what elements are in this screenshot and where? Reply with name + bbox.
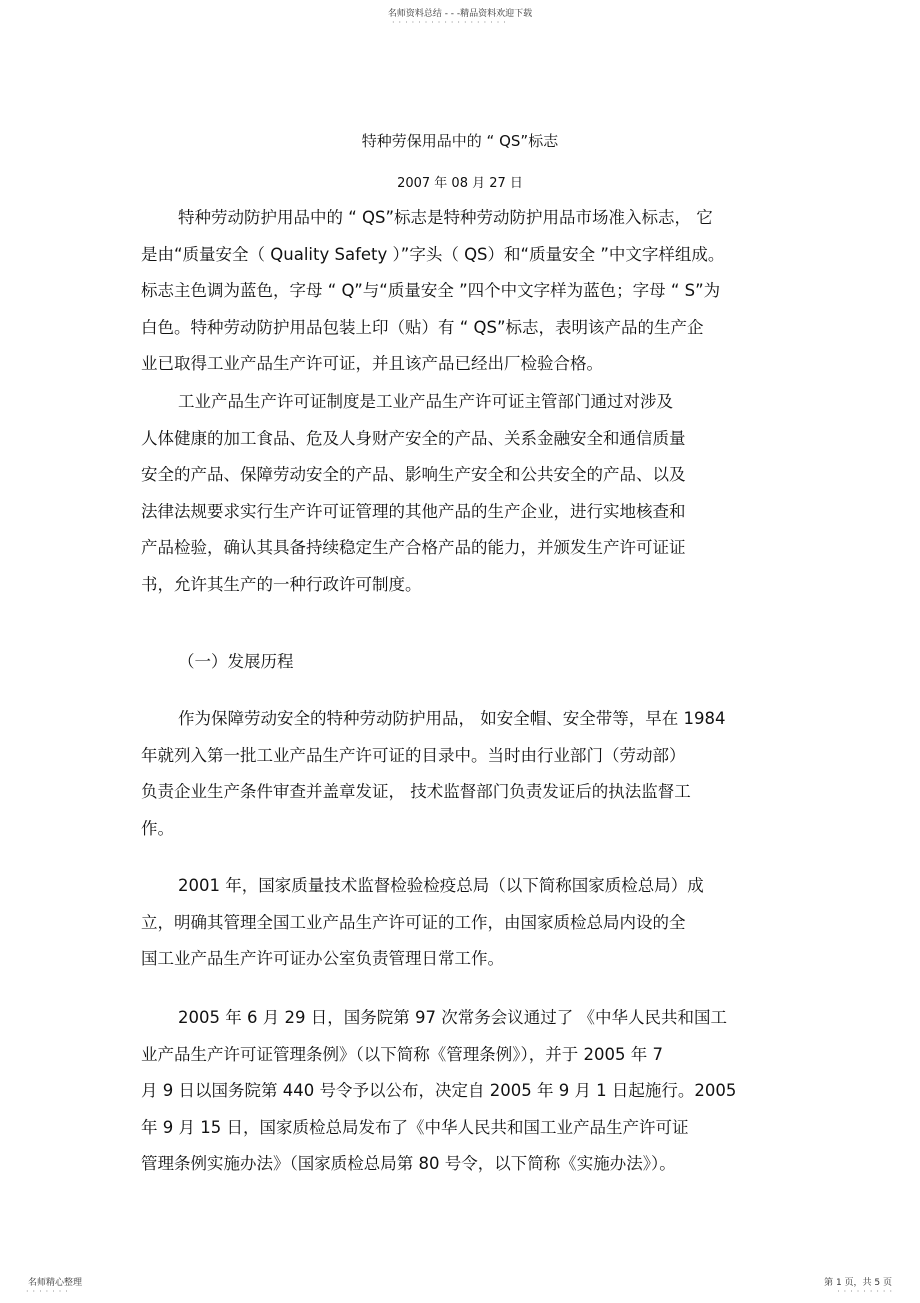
text-line: 人体健康的加工食品、危及人身财产安全的产品、关系金融安全和通信质量 [141, 428, 686, 448]
text-line: 产品检验，确认其具备持续稳定生产合格产品的能力，并颁发生产许可证证 [141, 538, 686, 558]
header-divider: ·················· [392, 18, 510, 27]
footer-left: 名师精心整理 [28, 1278, 83, 1288]
text-line: 是由“质量安全（ Quality Safety ）”字头（ QS）和“质量安全 ”中文字样组成。 [141, 244, 725, 264]
text-line: 书，允许其生产的一种行政许可制度。 [141, 574, 422, 594]
text-line: 管理条例实施办法》（国家质检总局第 80 号令，以下简称《实施办法》）。 [141, 1154, 676, 1174]
text-line: 法律法规要求实行生产许可证管理的其他产品的生产企业，进行实地核查和 [141, 501, 686, 521]
text-line: 2001 年，国家质量技术监督检验检疫总局（以下简称国家质检总局）成 [178, 876, 704, 895]
text-line: 年 9 月 15 日，国家质检总局发布了《中华人民共和国工业产品生产许可证 [141, 1117, 689, 1137]
paragraph [141, 1000, 761, 1183]
text-line: （一）发展历程 [178, 652, 294, 671]
paragraph [141, 701, 761, 847]
text-line: 月 9 日以国务院第 440 号令予以公布，决定自 2005 年 9 月 1 日起施行。2005 [141, 1081, 737, 1101]
text-line: 工业产品生产许可证制度是工业产品生产许可证主管部门通过对涉及 [178, 392, 673, 411]
section-heading [141, 644, 761, 681]
page-header: 名师资料总结 - - -精品资料欢迎下载 [387, 9, 533, 19]
text-line: 标志主色调为蓝色，字母 “ Q”与“质量安全 ”四个中文字样为蓝色；字母 “ S”为 [141, 281, 721, 301]
paragraph [141, 200, 761, 383]
text-line: 作。 [141, 818, 174, 838]
document-title: 特种劳保用品中的 “ QS”标志 [361, 132, 559, 150]
text-line: 2005 年 6 月 29 日，国务院第 97 次常务会议通过了 《中华人民共和国工 [178, 1008, 727, 1027]
text-line: 特种劳动防护用品中的 “ QS”标志是特种劳动防护用品市场准入标志， 它 [178, 208, 713, 227]
text-line: 负责企业生产条件审查并盖章发证， 技术监督部门负责发证后的执法监督工 [141, 782, 691, 802]
text-line: 作为保障劳动安全的特种劳动防护用品， 如安全帽、安全带等，早在 1984 [178, 709, 726, 728]
paragraph [141, 384, 761, 604]
footer-right-divider: ········· [837, 1287, 896, 1296]
text-line: 业产品生产许可证管理条例》（以下简称《管理条例》），并于 2005 年 7 [141, 1044, 663, 1064]
text-line: 国工业产品生产许可证办公室负责管理日常工作。 [141, 949, 504, 969]
page-number: 第 1 页，共 5 页 [824, 1278, 892, 1288]
text-line: 白色。特种劳动防护用品包装上印（贴）有 “ QS”标志，表明该产品的生产企 [141, 317, 704, 337]
text-line: 业已取得工业产品生产许可证，并且该产品已经出厂检验合格。 [141, 354, 603, 374]
footer-left-divider: ······· [26, 1287, 72, 1296]
document-date: 2007 年 08 月 27 日 [397, 176, 523, 191]
text-line: 年就列入第一批工业产品生产许可证的目录中。当时由行业部门（劳动部） [141, 745, 686, 765]
text-line: 安全的产品、保障劳动安全的产品、影响生产安全和公共安全的产品、以及 [141, 465, 686, 485]
paragraph [141, 868, 761, 978]
text-line: 立，明确其管理全国工业产品生产许可证的工作，由国家质检总局内设的全 [141, 912, 686, 932]
